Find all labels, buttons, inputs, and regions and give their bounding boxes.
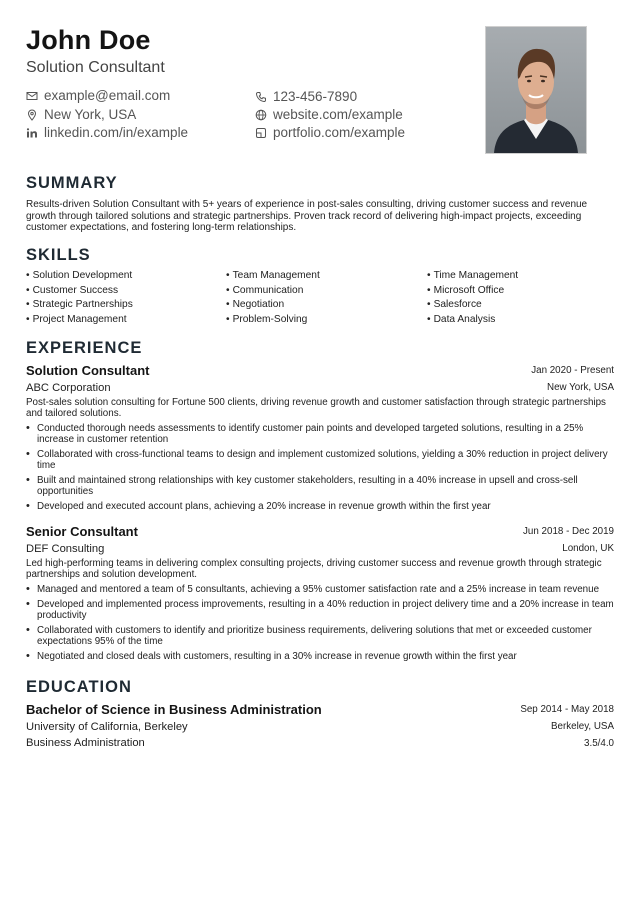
- candidate-title: Solution Consultant: [26, 59, 165, 76]
- contact-phone[interactable]: [255, 88, 357, 106]
- job-description: Led high-performing teams in delivering complex consulting projects, driving customer success and revenue growth through strategic partnerships and solution development.: [26, 558, 602, 581]
- job-company: DEF Consulting: [26, 543, 105, 555]
- degree: Bachelor of Science in Business Administration: [26, 702, 322, 717]
- job-title: Solution Consultant: [26, 363, 150, 378]
- skill-item: • Strategic Partnerships: [26, 299, 133, 310]
- job-company: ABC Corporation: [26, 382, 111, 394]
- job-description: Post-sales solution consulting for Fortune 500 clients, driving revenue growth and customer satisfaction through strategic partnerships and tailored solutions.: [26, 397, 606, 420]
- skill-item: • Salesforce: [427, 299, 482, 310]
- skill-item: • Microsoft Office: [427, 285, 505, 296]
- skill-item: • Data Analysis: [427, 314, 496, 325]
- summary-text: Results-driven Solution Consultant with 5+ years of experience in post-sales consulting, driving customer success and revenue growth through tailored solutions and strategic partnerships. Proven track record of delivering high-impact projects, exceeding customer expectations, and fostering long-term relationships.: [26, 199, 588, 234]
- school: University of California, Berkeley: [26, 721, 188, 733]
- job-bullet: • Built and maintained strong relationships with key customer stakeholders, resulting in a 40% increase in upsell and cross-sell opportunities: [26, 475, 614, 497]
- contact-linkedin-text: linkedin.com/in/example: [44, 125, 189, 140]
- job-bullet: • Managed and mentored a team of 5 consultants, achieving a 95% customer satisfaction rate and a 25% increase in team revenue: [26, 584, 614, 595]
- skill-item: • Customer Success: [26, 285, 119, 296]
- contact-linkedin[interactable]: [26, 124, 188, 142]
- contact-phone-text: 123-456-7890: [273, 89, 358, 104]
- portrait-illustration: [486, 27, 586, 153]
- skill-item: • Communication: [226, 285, 304, 296]
- portfolio-icon: [255, 127, 267, 139]
- contact-portfolio[interactable]: [255, 124, 405, 142]
- profile-photo: [485, 26, 587, 154]
- job-bullet: • Conducted thorough needs assessments to identify customer pain points and developed targeted solutions, resulting in a 25% increase in customer retention: [26, 423, 614, 445]
- contact-email-text: example@email.com: [44, 88, 171, 103]
- job-bullet: • Collaborated with customers to identify and prioritize business requirements, delivering solutions that met or exceeded customer expectations 95% of the time: [26, 625, 614, 647]
- skill-item: • Negotiation: [226, 299, 285, 310]
- phone-icon: [255, 91, 267, 103]
- education-heading: EDUCATION: [26, 678, 132, 696]
- education-dates: Sep 2014 - May 2018: [520, 704, 614, 715]
- contact-website-text: website.com/example: [273, 107, 403, 122]
- globe-icon: [255, 109, 267, 121]
- contact-portfolio-text: portfolio.com/example: [273, 125, 406, 140]
- job-dates: Jun 2018 - Dec 2019: [523, 526, 614, 537]
- skill-item: • Solution Development: [26, 270, 133, 281]
- email-icon: [26, 90, 38, 102]
- skills-heading: SKILLS: [26, 246, 91, 264]
- job-dates: Jan 2020 - Present: [531, 365, 614, 376]
- contact-location: [26, 106, 136, 124]
- field-of-study: Business Administration: [26, 737, 145, 749]
- gpa: 3.5/4.0: [584, 738, 614, 749]
- contact-website[interactable]: [255, 106, 403, 124]
- candidate-name: John Doe: [26, 25, 151, 55]
- job-title: Senior Consultant: [26, 524, 138, 539]
- job-location: New York, USA: [547, 382, 614, 393]
- job-bullet: • Developed and executed account plans, achieving a 20% increase in revenue growth within the first year: [26, 501, 614, 512]
- job-location: London, UK: [562, 543, 614, 554]
- school-location: Berkeley, USA: [551, 721, 614, 732]
- contact-email[interactable]: [26, 87, 170, 105]
- skill-item: • Time Management: [427, 270, 519, 281]
- experience-heading: EXPERIENCE: [26, 339, 143, 357]
- summary-heading: SUMMARY: [26, 174, 118, 192]
- job-bullet: • Negotiated and closed deals with customers, resulting in a 30% increase in revenue growth within the first year: [26, 651, 614, 662]
- contact-location-text: New York, USA: [44, 107, 137, 122]
- linkedin-icon: [26, 127, 38, 139]
- skill-item: • Problem-Solving: [226, 314, 308, 325]
- location-icon: [26, 109, 38, 121]
- job-bullet: • Collaborated with cross-functional teams to design and implement customized solutions, yielding a 30% reduction in project delivery time: [26, 449, 614, 471]
- skill-item: • Team Management: [226, 270, 320, 281]
- skill-item: • Project Management: [26, 314, 127, 325]
- job-bullet: • Developed and implemented process improvements, resulting in a 40% reduction in project delivery time and a 20% increase in team productivity: [26, 599, 614, 621]
